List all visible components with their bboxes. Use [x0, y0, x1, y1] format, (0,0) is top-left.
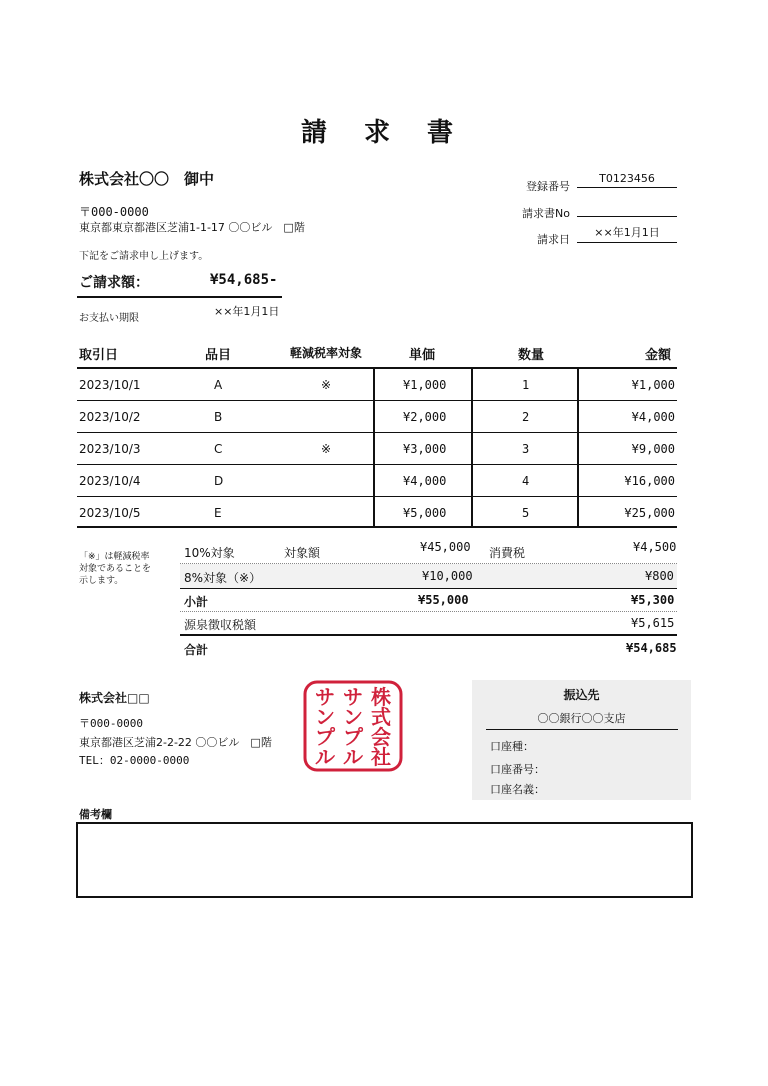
cell-quantity: 5 — [522, 506, 530, 520]
rate8-target: ¥10,000 — [422, 569, 473, 583]
issuer-tel: TEL：02-0000-0000 — [79, 754, 190, 767]
subtotal-target: ¥55,000 — [418, 593, 469, 607]
invoice-no-value — [577, 200, 677, 217]
cell-amount: ¥16,000 — [624, 474, 675, 488]
cell-item: C — [214, 442, 223, 456]
invoice-no-label: 請求書No — [522, 207, 570, 220]
total-rule — [180, 634, 677, 636]
svg-text:プ: プ — [315, 725, 335, 749]
due-label: お支払い期限 — [79, 313, 139, 324]
memo-label: 備考欄 — [79, 808, 112, 821]
withholding-value: ¥5,615 — [631, 616, 675, 630]
cell-amount: ¥9,000 — [631, 442, 675, 456]
table-row — [77, 369, 677, 401]
column-border — [373, 367, 375, 528]
svg-text:社: 社 — [371, 745, 391, 769]
issuer-name: 株式会社□□ — [79, 691, 150, 705]
table-bottom-rule — [77, 526, 677, 528]
total-value: ¥54,685 — [626, 641, 677, 655]
cell-date: 2023/10/3 — [79, 442, 141, 456]
header-amount: 金額 — [645, 348, 672, 363]
svg-text:式: 式 — [371, 705, 391, 729]
svg-text:会: 会 — [371, 725, 391, 749]
svg-text:ル: ル — [315, 745, 335, 769]
consumption-tax-label: 消費税 — [489, 546, 526, 560]
recipient-postal: 〒000-0000 — [79, 205, 149, 219]
bank-divider — [486, 729, 678, 730]
cell-unit-price: ¥2,000 — [403, 410, 447, 424]
amount-label: ご請求額： — [79, 275, 149, 291]
cell-amount: ¥4,000 — [631, 410, 675, 424]
amount-underline — [77, 296, 282, 298]
cell-item: B — [214, 410, 223, 424]
note-line: 示します。 — [79, 576, 124, 586]
header-date: 取引日 — [79, 348, 119, 363]
cell-quantity: 2 — [522, 410, 530, 424]
cell-item: A — [214, 378, 223, 392]
svg-text:ン: ン — [315, 705, 335, 729]
svg-text:サ: サ — [343, 685, 363, 709]
subtotal-tax: ¥5,300 — [631, 593, 675, 607]
header-quantity: 数量 — [518, 348, 545, 363]
cell-unit-price: ¥4,000 — [403, 474, 447, 488]
column-border — [577, 367, 579, 528]
cell-date: 2023/10/5 — [79, 506, 141, 520]
note-line: 対象であることを — [79, 564, 152, 574]
header-unit-price: 単価 — [409, 348, 436, 363]
cell-amount: ¥25,000 — [624, 506, 675, 520]
svg-text:サ: サ — [315, 685, 335, 709]
subtotal-label: 小計 — [184, 595, 209, 609]
cell-unit-price: ¥5,000 — [403, 506, 447, 520]
tax-divider — [180, 611, 677, 612]
invoice-date-label: 請求日 — [537, 233, 570, 246]
column-border — [471, 367, 473, 528]
cell-item: E — [214, 506, 222, 520]
cell-quantity: 3 — [522, 442, 530, 456]
intro-text: 下記をご請求申し上げます。 — [79, 251, 209, 262]
rate10-tax: ¥4,500 — [633, 540, 677, 554]
account-number-label: 口座番号： — [490, 763, 545, 776]
cell-reduced: ※ — [321, 378, 332, 392]
svg-text:プ: プ — [343, 725, 363, 749]
table-row — [77, 497, 677, 529]
tax-divider — [180, 588, 677, 589]
table-row — [77, 465, 677, 497]
withholding-label: 源泉徴収税額 — [184, 618, 257, 632]
bank-branch: 〇〇銀行〇〇支店 — [537, 712, 626, 725]
cell-date: 2023/10/1 — [79, 378, 141, 392]
account-holder-label: 口座名義： — [490, 783, 545, 796]
reduced-tax-note — [79, 551, 151, 587]
issuer-postal: 〒000-0000 — [79, 717, 143, 730]
cell-amount: ¥1,000 — [631, 378, 675, 392]
cell-quantity: 4 — [522, 474, 530, 488]
cell-date: 2023/10/2 — [79, 410, 141, 424]
rate8-tax: ¥800 — [645, 569, 674, 583]
invoice-date-value: ××年1月1日 — [577, 224, 677, 243]
rate8-label: 8%対象（※） — [184, 571, 262, 585]
target-amount-label: 対象額 — [284, 546, 321, 560]
due-value: ××年1月1日 — [214, 305, 280, 318]
svg-text:ル: ル — [343, 745, 363, 769]
cell-unit-price: ¥3,000 — [403, 442, 447, 456]
note-line: 「※」は軽減税率 — [79, 552, 150, 562]
cell-unit-price: ¥1,000 — [403, 378, 447, 392]
registration-value: T0123456 — [577, 172, 677, 188]
cell-quantity: 1 — [522, 378, 530, 392]
account-type-label: 口座種： — [490, 740, 534, 753]
total-label: 合計 — [184, 643, 209, 657]
cell-date: 2023/10/4 — [79, 474, 141, 488]
svg-text:株: 株 — [371, 685, 391, 709]
header-item: 品目 — [205, 348, 232, 363]
amount-value: ¥54,685- — [210, 272, 278, 288]
company-seal — [303, 680, 403, 772]
cell-item: D — [214, 474, 224, 488]
recipient-name: 株式会社〇〇 御中 — [79, 170, 215, 188]
memo-box[interactable] — [76, 822, 693, 898]
rate10-target: ¥45,000 — [420, 540, 471, 554]
table-row — [77, 401, 677, 433]
document-title: 請 求 書 — [300, 118, 468, 148]
issuer-address: 東京都港区芝浦2-2-22 〇〇ビル □階 — [79, 736, 272, 749]
svg-text:ン: ン — [343, 705, 363, 729]
bank-title: 振込先 — [563, 688, 600, 702]
bank-info-box — [472, 680, 691, 800]
rate10-label: 10%対象 — [184, 546, 235, 560]
cell-reduced: ※ — [321, 442, 332, 456]
header-reduced: 軽減税率対象 — [290, 346, 363, 360]
table-row — [77, 433, 677, 465]
recipient-address: 東京都東京都港区芝浦1-1-17 〇〇ビル □階 — [79, 221, 305, 234]
registration-label: 登録番号 — [526, 180, 570, 193]
